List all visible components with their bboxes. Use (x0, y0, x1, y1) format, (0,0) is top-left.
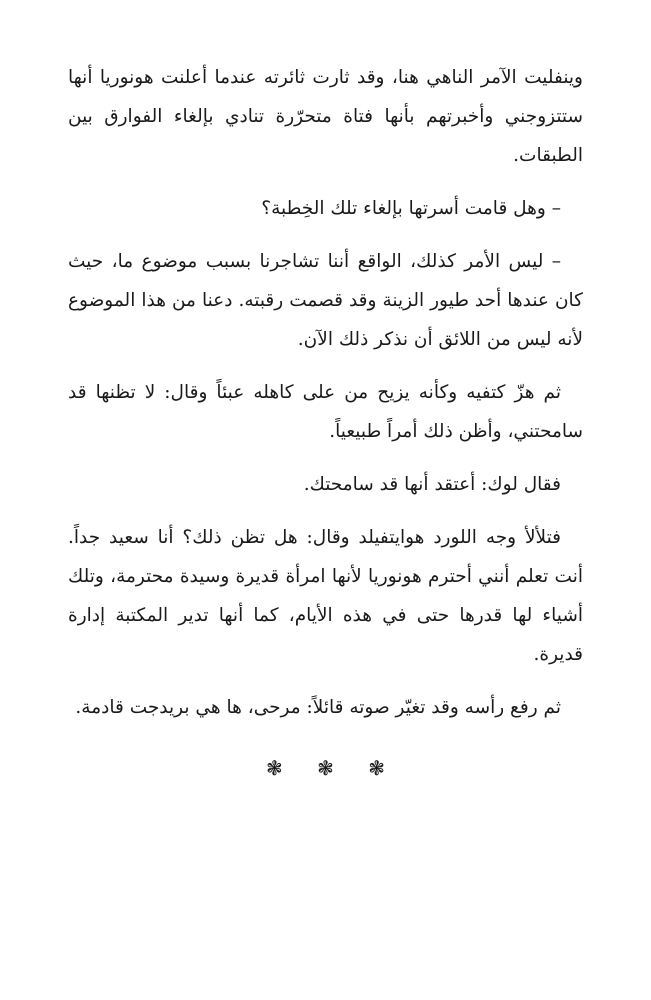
paragraph-2: – وهل قامت أسرتها بإلغاء تلك الخِطبة؟ (261, 198, 561, 219)
paragraph-3: – ليس الأمر كذلك، الواقع أننا تشاجرنا بسبب موضوع ما، حيث كان عندها أحد طيور الزينة وقد قصمت رقبته. دعنا من هذا الموضوع لأنه ليس من اللائق أن نذكر ذلك الآن. (68, 251, 583, 350)
book-page (68, 58, 583, 788)
paragraph-6: فتلألأ وجه اللورد هوايتفيلد وقال: هل تظن ذلك؟ أنا سعيد جداً. أنت تعلم أنني أحترم هونوريا لأنها امرأة قديرة وسيدة محترمة، وتلك أشياء لها قدرها حتى في هذه الأيام، كما أنها تدير المكتبة إدارة قديرة. (68, 527, 583, 665)
section-separator: ❃ ❃ ❃ (266, 756, 399, 780)
paragraph-4: ثم هزّ كتفيه وكأنه يزيح من على كاهله عبئاً وقال: لا تظنها قد سامحتني، وأظن ذلك أمراً طبيعياً. (68, 382, 583, 442)
paragraph-1: وينفليت الآمر الناهي هنا، وقد ثارت ثائرته عندما أعلنت هونوريا أنها ستتزوجني وأخبرتهم بأنها فتاة متحرّرة تنادي بإلغاء الفوارق بين الطبقات. (68, 67, 583, 166)
paragraph-7: ثم رفع رأسه وقد تغيّر صوته قائلاً: مرحى، ها هي بريدجت قادمة. (75, 697, 561, 718)
paragraph-5: فقال لوك: أعتقد أنها قد سامحتك. (303, 474, 561, 495)
